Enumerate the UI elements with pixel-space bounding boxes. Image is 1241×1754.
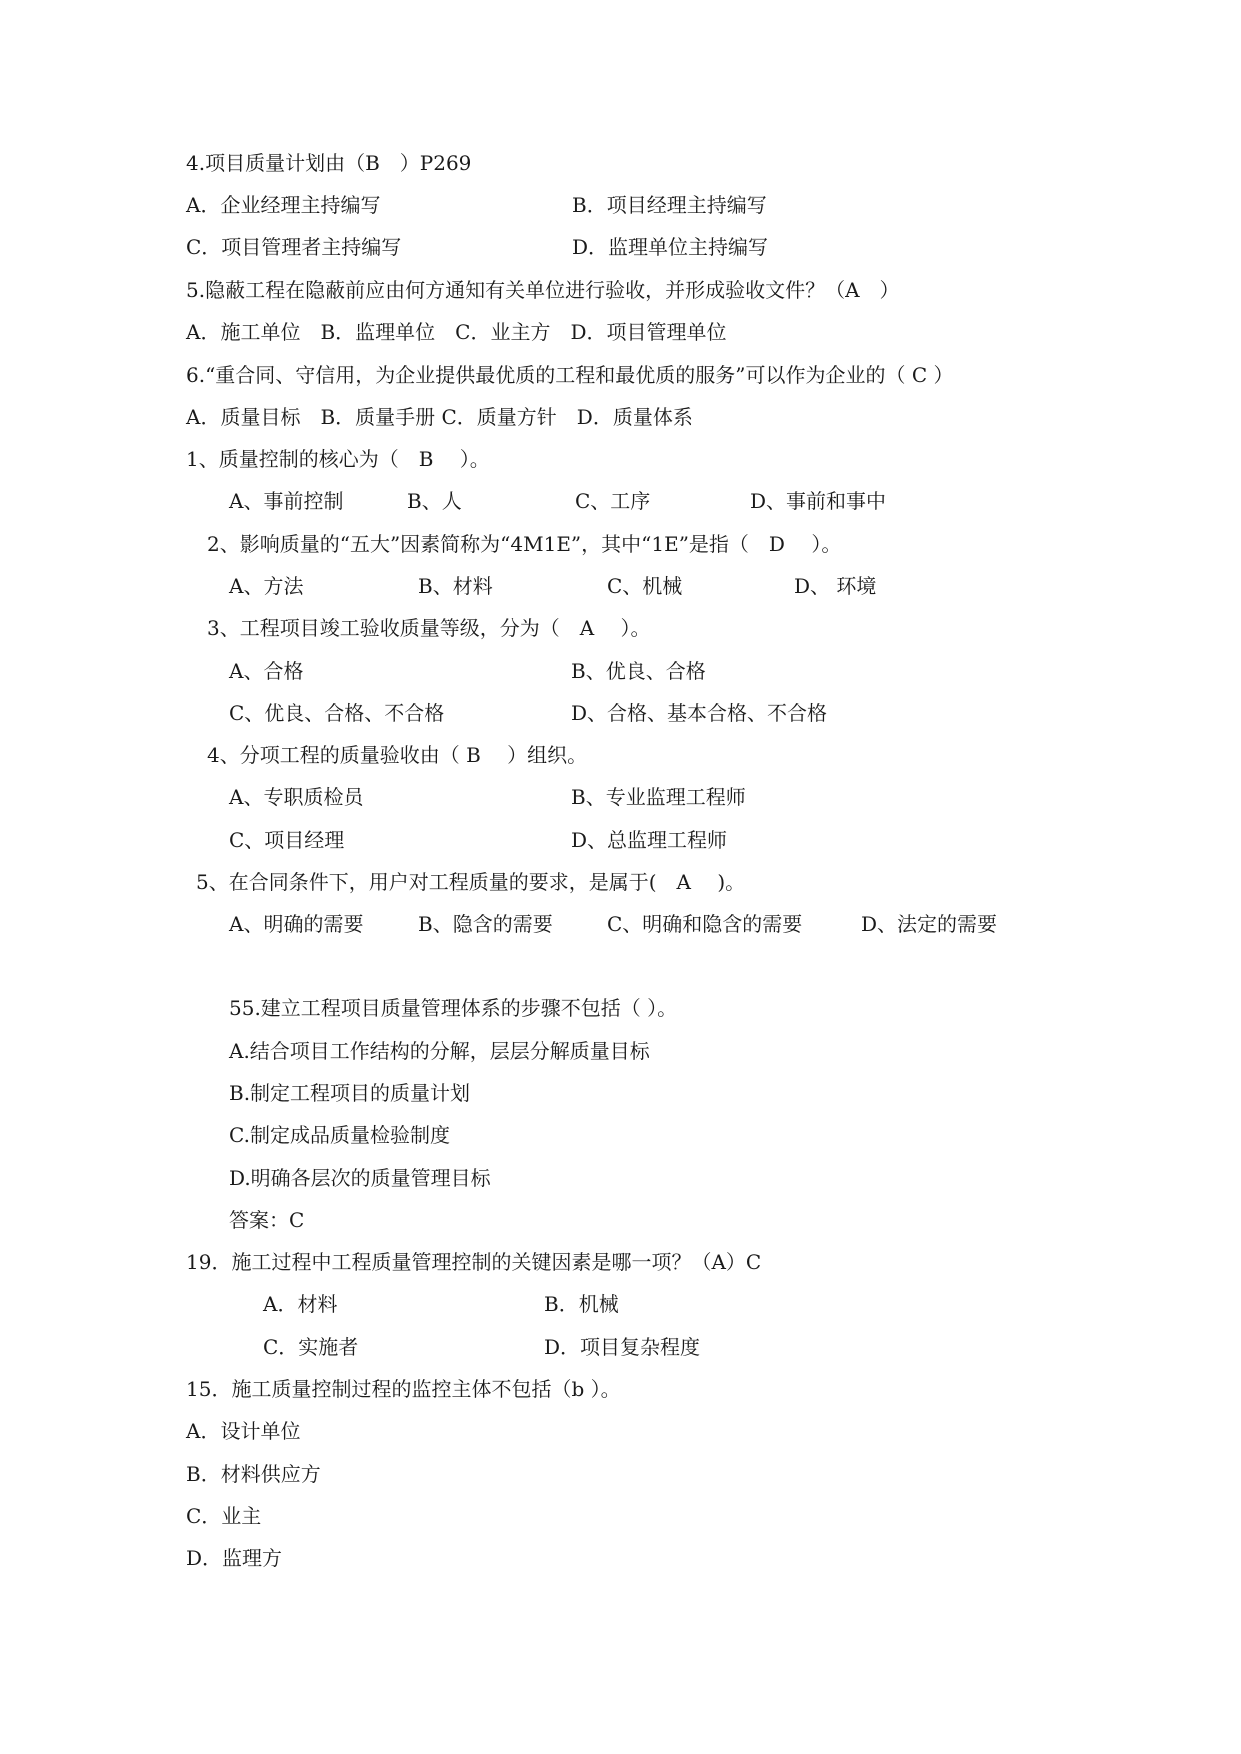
question-4-stem: 4.项目质量计划由（B ）P269 — [186, 151, 472, 175]
section-question-3-option-a: A、合格 — [229, 659, 304, 683]
section-question-4-option-d: D、总监理工程师 — [571, 828, 728, 852]
section-question-5-option-a: A、明确的需要 — [229, 912, 364, 936]
section-question-3-stem: 3、工程项目竣工验收质量等级，分为（ A ）。 — [207, 616, 651, 640]
section-question-5-option-d: D、法定的需要 — [861, 912, 998, 936]
section-question-1-option-d: D、事前和事中 — [750, 489, 887, 513]
question-15-option-c: C．业主 — [186, 1504, 262, 1528]
section-question-3-option-c: C、优良、合格、不合格 — [229, 701, 445, 725]
question-55-answer: 答案：C — [229, 1208, 305, 1232]
section-question-5-stem: 5、在合同条件下，用户对工程质量的要求，是属于( A )。 — [196, 870, 746, 894]
section-question-4-option-c: C、项目经理 — [229, 828, 345, 852]
section-question-5-option-b: B、隐含的需要 — [418, 912, 553, 936]
section-question-1-stem: 1、质量控制的核心为（ B ）。 — [186, 447, 490, 471]
question-4-option-d: D．监理单位主持编写 — [572, 235, 769, 259]
question-15-option-a: A．设计单位 — [186, 1419, 301, 1443]
question-55-stem: 55.建立工程项目质量管理体系的步骤不包括（ ）。 — [229, 996, 678, 1020]
section-question-4-option-b: B、专业监理工程师 — [571, 785, 746, 809]
question-15-option-d: D．监理方 — [186, 1546, 283, 1570]
section-question-5-option-c: C、明确和隐含的需要 — [607, 912, 803, 936]
question-19-option-a: A．材料 — [263, 1292, 338, 1316]
section-question-2-option-c: C、机械 — [607, 574, 683, 598]
question-55-option-c: C.制定成品质量检验制度 — [229, 1123, 450, 1147]
question-19-option-d: D．项目复杂程度 — [544, 1335, 701, 1359]
question-19-option-c: C．实施者 — [263, 1335, 359, 1359]
question-15-stem: 15．施工质量控制过程的监控主体不包括（b ）。 — [186, 1377, 621, 1401]
section-question-2-option-b: B、材料 — [418, 574, 493, 598]
question-5-options: A．施工单位 B．监理单位 C．业主方 D．项目管理单位 — [186, 320, 727, 344]
section-question-1-option-c: C、工序 — [575, 489, 651, 513]
question-15-option-b: B．材料供应方 — [186, 1462, 321, 1486]
question-4-option-a: A．企业经理主持编写 — [186, 193, 381, 217]
section-question-2-option-d: D、 环境 — [794, 574, 877, 598]
question-19-option-b: B．机械 — [544, 1292, 619, 1316]
question-4-option-b: B．项目经理主持编写 — [572, 193, 767, 217]
section-question-4-option-a: A、专职质检员 — [229, 785, 364, 809]
question-55-option-b: B.制定工程项目的质量计划 — [229, 1081, 471, 1105]
question-4-option-c: C．项目管理者主持编写 — [186, 235, 402, 259]
section-question-2-option-a: A、方法 — [229, 574, 304, 598]
section-question-4-stem: 4、分项工程的质量验收由（ B ）组织。 — [207, 743, 588, 767]
question-6-stem: 6.“重合同、守信用，为企业提供最优质的工程和最优质的服务”可以作为企业的（ C ） — [186, 363, 954, 387]
question-5-stem: 5.隐蔽工程在隐蔽前应由何方通知有关单位进行验收，并形成验收文件？（A ） — [186, 278, 900, 302]
question-19-stem: 19．施工过程中工程质量管理控制的关键因素是哪一项？（A）C — [186, 1250, 762, 1274]
section-question-3-option-b: B、优良、合格 — [571, 659, 706, 683]
question-55-option-d: D.明确各层次的质量管理目标 — [229, 1166, 491, 1190]
section-question-2-stem: 2、影响质量的“五大”因素简称为“4M1E”，其中“1E”是指（ D ）。 — [207, 532, 842, 556]
section-question-1-option-b: B、人 — [407, 489, 462, 513]
section-question-3-option-d: D、合格、基本合格、不合格 — [571, 701, 828, 725]
question-6-options: A．质量目标 B．质量手册 C．质量方针 D．质量体系 — [186, 405, 693, 429]
question-55-option-a: A.结合项目工作结构的分解，层层分解质量目标 — [229, 1039, 650, 1063]
section-question-1-option-a: A、事前控制 — [229, 489, 344, 513]
